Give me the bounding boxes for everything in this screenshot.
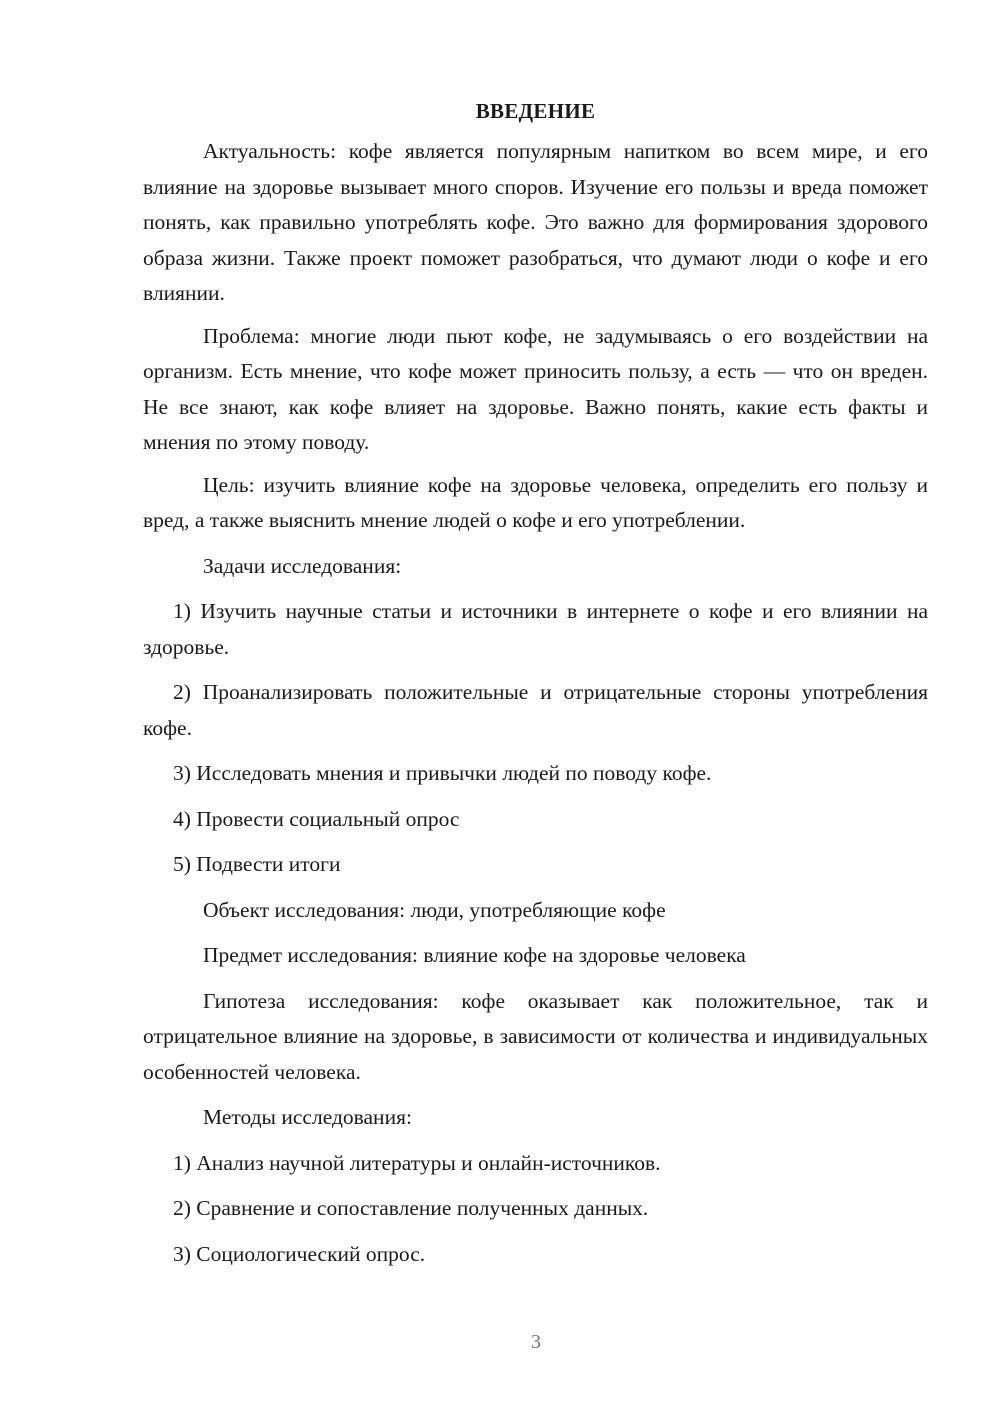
task-item-1: 1) Изучить научные статьи и источники в интернете о кофе и его влиянии на здоровье. xyxy=(143,599,928,659)
method-item-3: 3) Социологический опрос. xyxy=(173,1241,426,1266)
section-heading: ВВЕДЕНИЕ xyxy=(475,99,596,123)
relevance-paragraph: Актуальность: кофе является популярным напитком во всем мире, и его влияние на здоровье вызывает много споров. Изучение его пользы и вреда поможет понять, как правильно употреблять кофе. Это важно для формирования здорового образа жизни. Также проект поможет разобраться, что думают люди о кофе и его влиянии. xyxy=(143,139,928,305)
goal-paragraph: Цель: изучить влияние кофе на здоровье человека, определить его пользу и вред, а также выяснить мнение людей о кофе и его употреблении. xyxy=(143,472,928,532)
subject-paragraph: Предмет исследования: влияние кофе на здоровье человека xyxy=(203,943,746,967)
page-number: 3 xyxy=(531,1331,541,1353)
method-item-1: 1) Анализ научной литературы и онлайн-источников. xyxy=(173,1150,661,1175)
method-item-2: 2) Сравнение и сопоставление полученных данных. xyxy=(173,1196,649,1220)
problem-paragraph: Проблема: многие люди пьют кофе, не задумываясь о его воздействии на организм. Есть мнение, что кофе может приносить пользу, а есть — что он вреден. Не все знают, как кофе влияет на здоровье. Важно понять, какие есть факты и мнения по этому поводу. xyxy=(143,323,928,454)
object-paragraph: Объект исследования: люди, употребляющие кофе xyxy=(203,897,666,922)
tasks-title: Задачи исследования: xyxy=(203,553,402,578)
task-item-3: 3) Исследовать мнения и привычки людей по поводу кофе. xyxy=(173,761,712,785)
hypothesis-paragraph: Гипотеза исследования: кофе оказывает как положительное, так и отрицательное влияние на здоровье, в зависимости от количества и индивидуальных особенностей человека. xyxy=(143,988,928,1084)
page-content xyxy=(143,94,928,1282)
task-item-5: 5) Подвести итоги xyxy=(173,852,341,876)
methods-title: Методы исследования: xyxy=(203,1105,412,1129)
task-item-2: 2) Проанализировать положительные и отрицательные стороны употребления кофе. xyxy=(143,680,928,740)
task-item-4: 4) Провести социальный опрос xyxy=(173,806,460,831)
